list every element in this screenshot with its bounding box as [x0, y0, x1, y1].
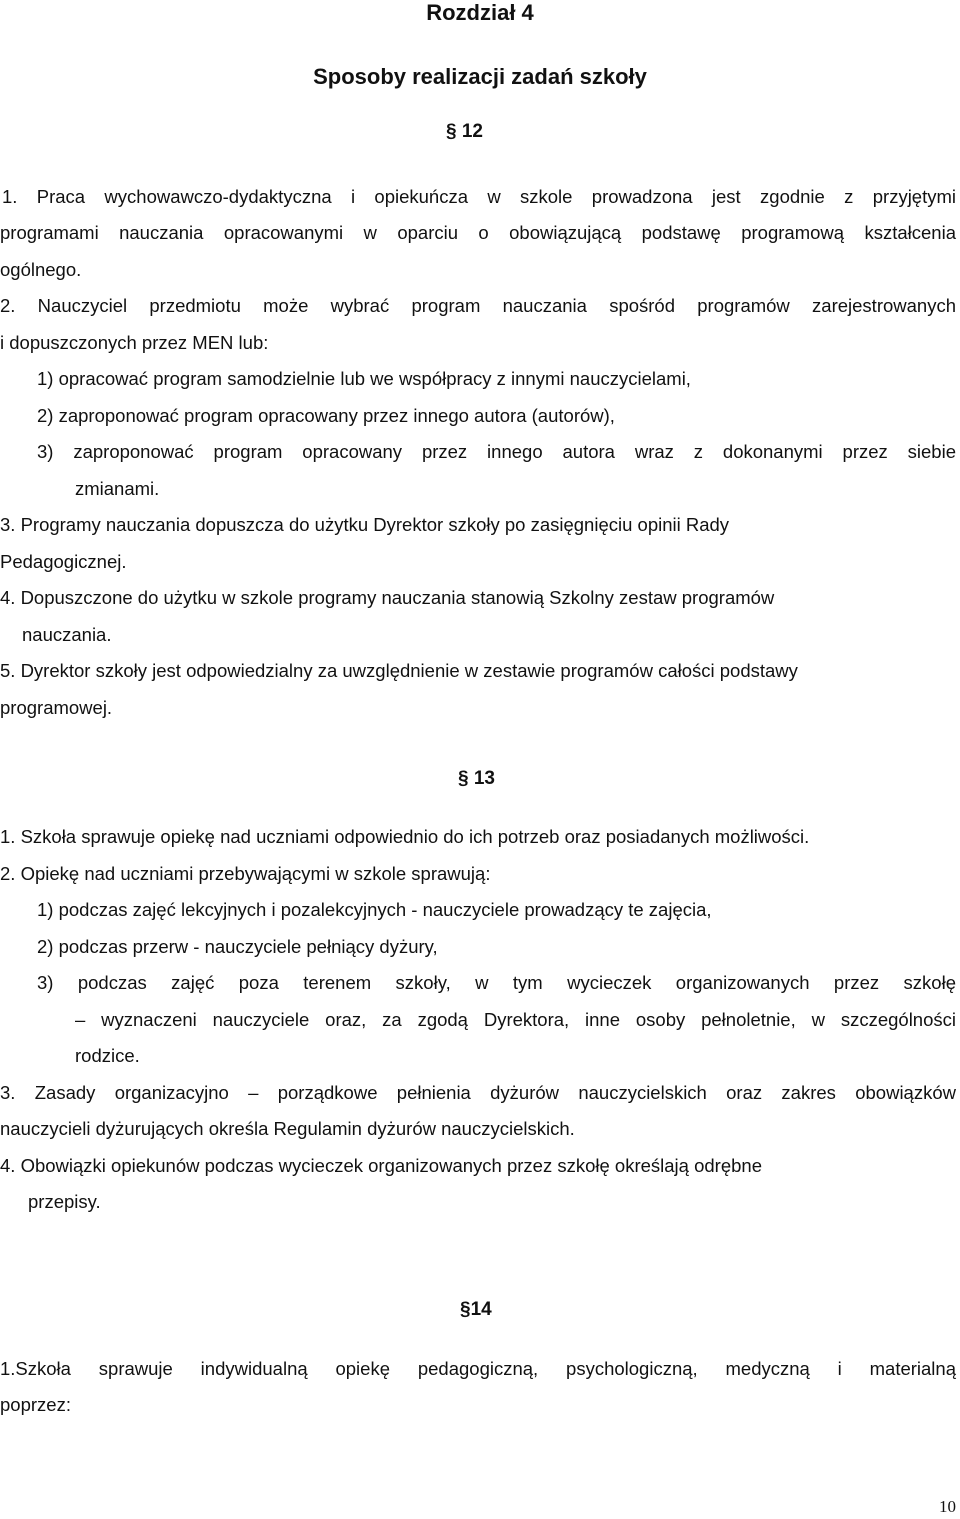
section-mark-14: §14 [460, 1299, 492, 1320]
paragraph-line: poprzez: [0, 1394, 71, 1415]
paragraph-line: nauczycieli dyżurujących określa Regulamin dyżurów nauczycielskich. [0, 1118, 575, 1139]
list-item: 2) podczas przerw - nauczyciele pełniący dyżury, [37, 936, 438, 957]
chapter-title: Rozdział 4 [426, 0, 534, 25]
list-item: 3) zaproponować program opracowany przez innego autora wraz z dokonanymi przez siebie [37, 441, 956, 462]
section-sign: § [458, 768, 469, 789]
list-item-continuation: – wyznaczeni nauczyciele oraz, za zgodą Dyrektora, inne osoby pełnoletnie, w szczególności [75, 1009, 956, 1030]
paragraph-line: przepisy. [28, 1191, 101, 1212]
section-sign: § [460, 1299, 471, 1320]
paragraph-line: i dopuszczonych przez MEN lub: [0, 332, 269, 353]
paragraph-line: 3. Programy nauczania dopuszcza do użytku Dyrektor szkoły po zasięgnięciu opinii Rady [0, 514, 730, 535]
list-item: 3) podczas zajęć poza terenem szkoły, w tym wycieczek organizowanych przez szkołę [37, 972, 956, 993]
paragraph-line: 5. Dyrektor szkoły jest odpowiedzialny za uwzględnienie w zestawie programów całości podstawy [0, 660, 798, 681]
paragraph-line: programowej. [0, 697, 113, 718]
paragraph-line: Pedagogicznej. [0, 551, 127, 572]
paragraph-line: 4. Obowiązki opiekunów podczas wycieczek organizowanych przez szkołę określają odrębne [0, 1155, 762, 1176]
section-sign: § [446, 121, 457, 142]
page-number: 10 [939, 1497, 956, 1516]
section-mark-12: § 12 [446, 121, 483, 142]
paragraph-line: 2. Nauczyciel przedmiotu może wybrać program nauczania spośród programów zarejestrowanych [0, 295, 956, 316]
paragraph-line: 1.Szkoła sprawuje indywidualną opiekę pedagogiczną, psychologiczną, medyczną i materialną [0, 1358, 956, 1379]
list-item: 2) zaproponować program opracowany przez innego autora (autorów), [37, 405, 615, 426]
paragraph-line: 3. Zasady organizacyjno – porządkowe pełnienia dyżurów nauczycielskich oraz zakres obowiązków [0, 1082, 956, 1103]
chapter-subtitle: Sposoby realizacji zadań szkoły [313, 64, 647, 89]
list-item-continuation: zmianami. [75, 478, 160, 499]
paragraph-line: 1. Szkoła sprawuje opiekę nad uczniami odpowiednio do ich potrzeb oraz posiadanych możliwości. [0, 826, 810, 847]
list-item: 1) podczas zajęć lekcyjnych i pozalekcyjnych - nauczyciele prowadzący te zajęcia, [37, 899, 712, 920]
paragraph-line: 2. Opiekę nad uczniami przebywającymi w szkole sprawują: [0, 863, 491, 884]
list-item: 1) opracować program samodzielnie lub we współpracy z innymi nauczycielami, [37, 368, 691, 389]
paragraph-line: ogólnego. [0, 259, 82, 280]
paragraph-line: 1. Praca wychowawczo-dydaktyczna i opiekuńcza w szkole prowadzona jest zgodnie z przyjętymi [2, 186, 956, 207]
paragraph-line: 4. Dopuszczone do użytku w szkole programy nauczania stanowią Szkolny zestaw programów [0, 587, 775, 608]
paragraph-line: programami nauczania opracowanymi w oparciu o obowiązującą podstawę programową kształcenia [0, 222, 956, 243]
list-item-continuation: rodzice. [75, 1045, 140, 1066]
paragraph-line: nauczania. [22, 624, 112, 645]
section-mark-13: § 13 [458, 768, 495, 789]
